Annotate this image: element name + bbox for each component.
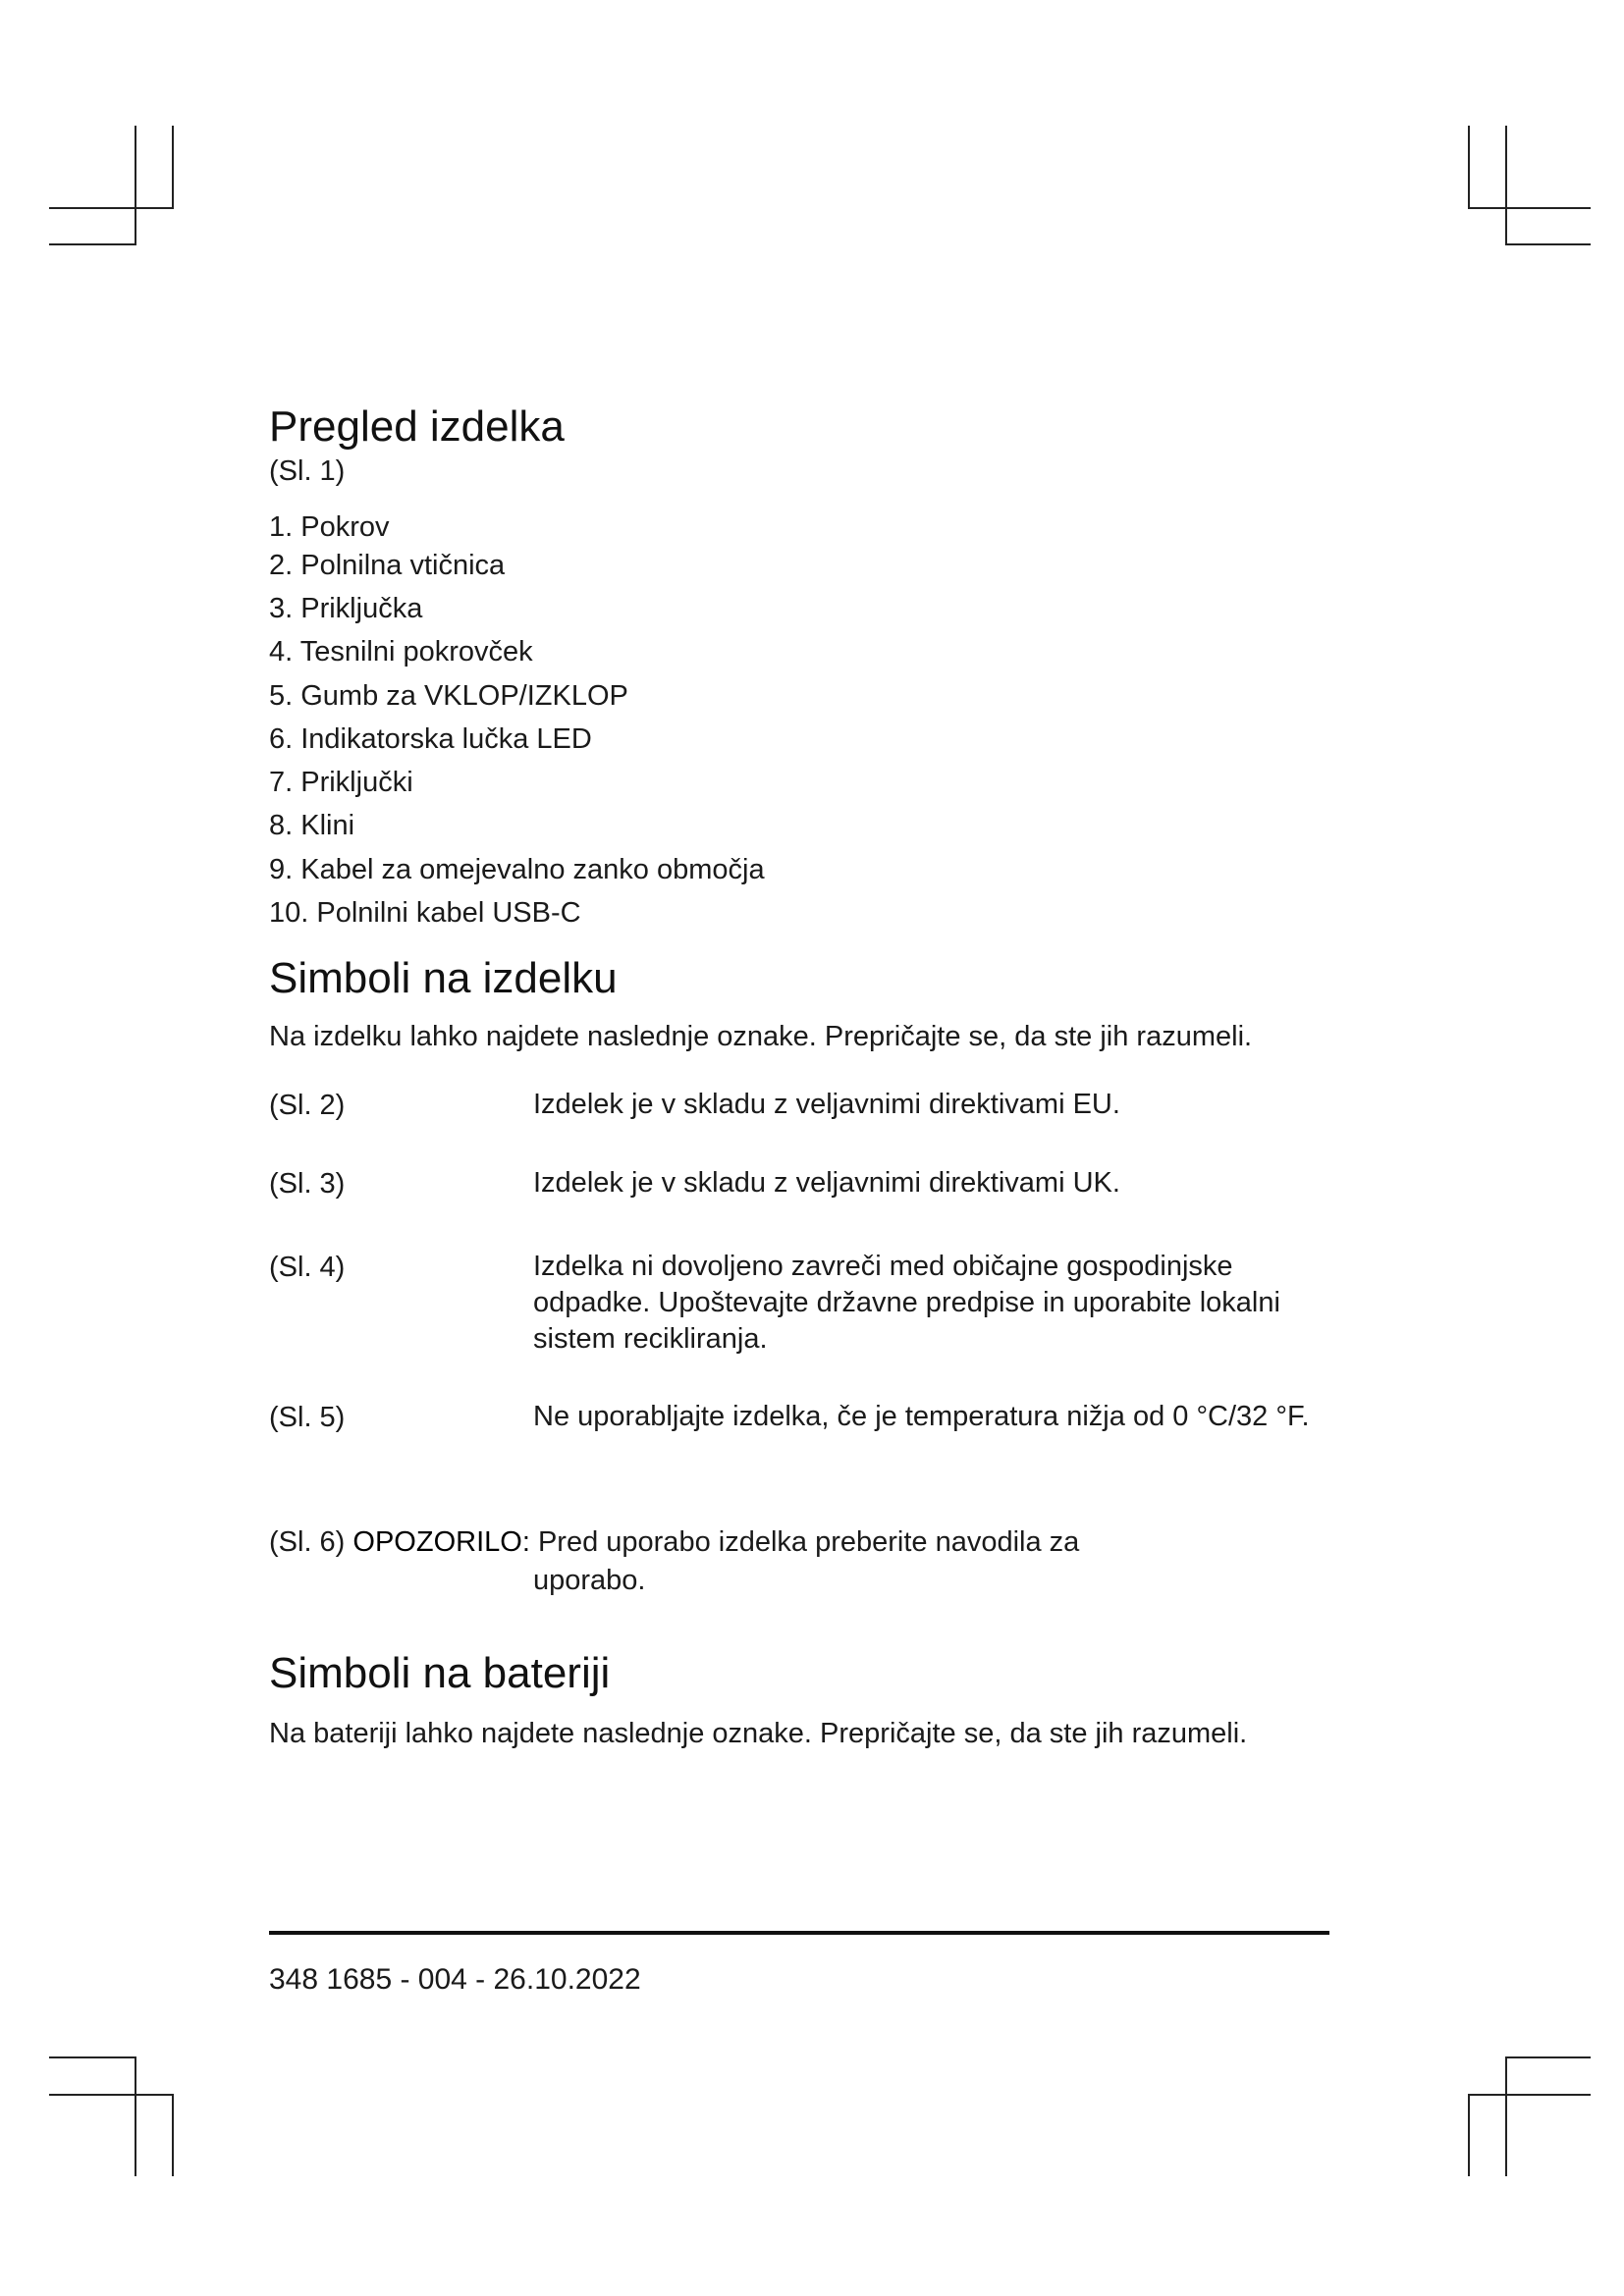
warning-text: Pred uporabo izdelka preberite navodila za	[537, 1526, 1080, 1558]
list-item: 8. Klini	[269, 810, 355, 841]
crop-mark-bl-h1	[49, 2056, 135, 2058]
list-item: 10. Polnilni kabel USB-C	[269, 897, 581, 929]
symbol-ref: (Sl. 4)	[269, 1252, 346, 1283]
symbol-description: Izdelek je v skladu z veljavnimi direktivami EU.	[533, 1089, 1120, 1120]
crop-mark-bl-v2	[172, 2094, 174, 2176]
document-number: 348 1685 - 004 - 26.10.2022	[269, 1963, 641, 1996]
symbol-ref: (Sl. 3)	[269, 1168, 346, 1200]
list-item: 3. Priključka	[269, 593, 423, 624]
symbol-description: Ne uporabljajte izdelka, če je temperatura nižja od 0 °C/32 °F.	[533, 1401, 1310, 1432]
list-item: 6. Indikatorska lučka LED	[269, 723, 592, 755]
overview-title: Pregled izdelka	[269, 402, 565, 451]
overview-figure-ref: (Sl. 1)	[269, 455, 346, 487]
list-item: 4. Tesnilni pokrovček	[269, 636, 533, 667]
crop-mark-br-v1	[1505, 2056, 1507, 2176]
battery-symbols-title: Simboli na bateriji	[269, 1649, 611, 1697]
product-symbols-intro: Na izdelku lahko najdete naslednje oznake. Prepričajte se, da ste jih razumeli.	[269, 1021, 1253, 1052]
crop-mark-br-v2	[1468, 2094, 1470, 2176]
crop-mark-tr-h2	[1505, 243, 1591, 245]
warning-label: OPOZORILO:	[352, 1526, 530, 1558]
crop-mark-br-h1	[1505, 2056, 1591, 2058]
symbol-ref: (Sl. 2)	[269, 1090, 346, 1121]
footer-rule	[269, 1931, 1329, 1935]
crop-mark-tr-h1	[1468, 207, 1591, 209]
list-item: 2. Polnilna vtičnica	[269, 550, 506, 581]
crop-mark-tr-v1	[1468, 126, 1470, 208]
crop-mark-bl-h2	[49, 2094, 174, 2096]
crop-mark-tr-v2	[1505, 126, 1507, 245]
symbol-ref: (Sl. 5)	[269, 1402, 346, 1433]
list-item: 5. Gumb za VKLOP/IZKLOP	[269, 680, 628, 712]
crop-mark-tl-v1	[135, 126, 136, 245]
list-item: 9. Kabel za omejevalno zanko območja	[269, 854, 765, 885]
symbol-description: Izdelek je v skladu z veljavnimi direktivami UK.	[533, 1167, 1120, 1199]
crop-mark-tl-h2	[49, 207, 174, 209]
symbol-description: Izdelka ni dovoljeno zavreči med običajne gospodinjske odpadke. Upoštevajte državne predpise in uporabite lokalni sistem recikliranja.	[533, 1251, 1280, 1355]
list-item: 1. Pokrov	[269, 511, 390, 543]
crop-mark-br-h2	[1468, 2094, 1591, 2096]
warning-text-continued: uporabo.	[533, 1565, 646, 1596]
crop-mark-bl-v1	[135, 2056, 136, 2176]
crop-mark-tl-v2	[172, 126, 174, 208]
battery-symbols-intro: Na bateriji lahko najdete naslednje oznake. Prepričajte se, da ste jih razumeli.	[269, 1718, 1248, 1749]
product-symbols-title: Simboli na izdelku	[269, 954, 618, 1002]
crop-mark-tl-h	[49, 243, 135, 245]
warning-ref: (Sl. 6)	[269, 1526, 346, 1558]
warning-row	[269, 1526, 1079, 1559]
list-item: 7. Priključki	[269, 767, 413, 798]
